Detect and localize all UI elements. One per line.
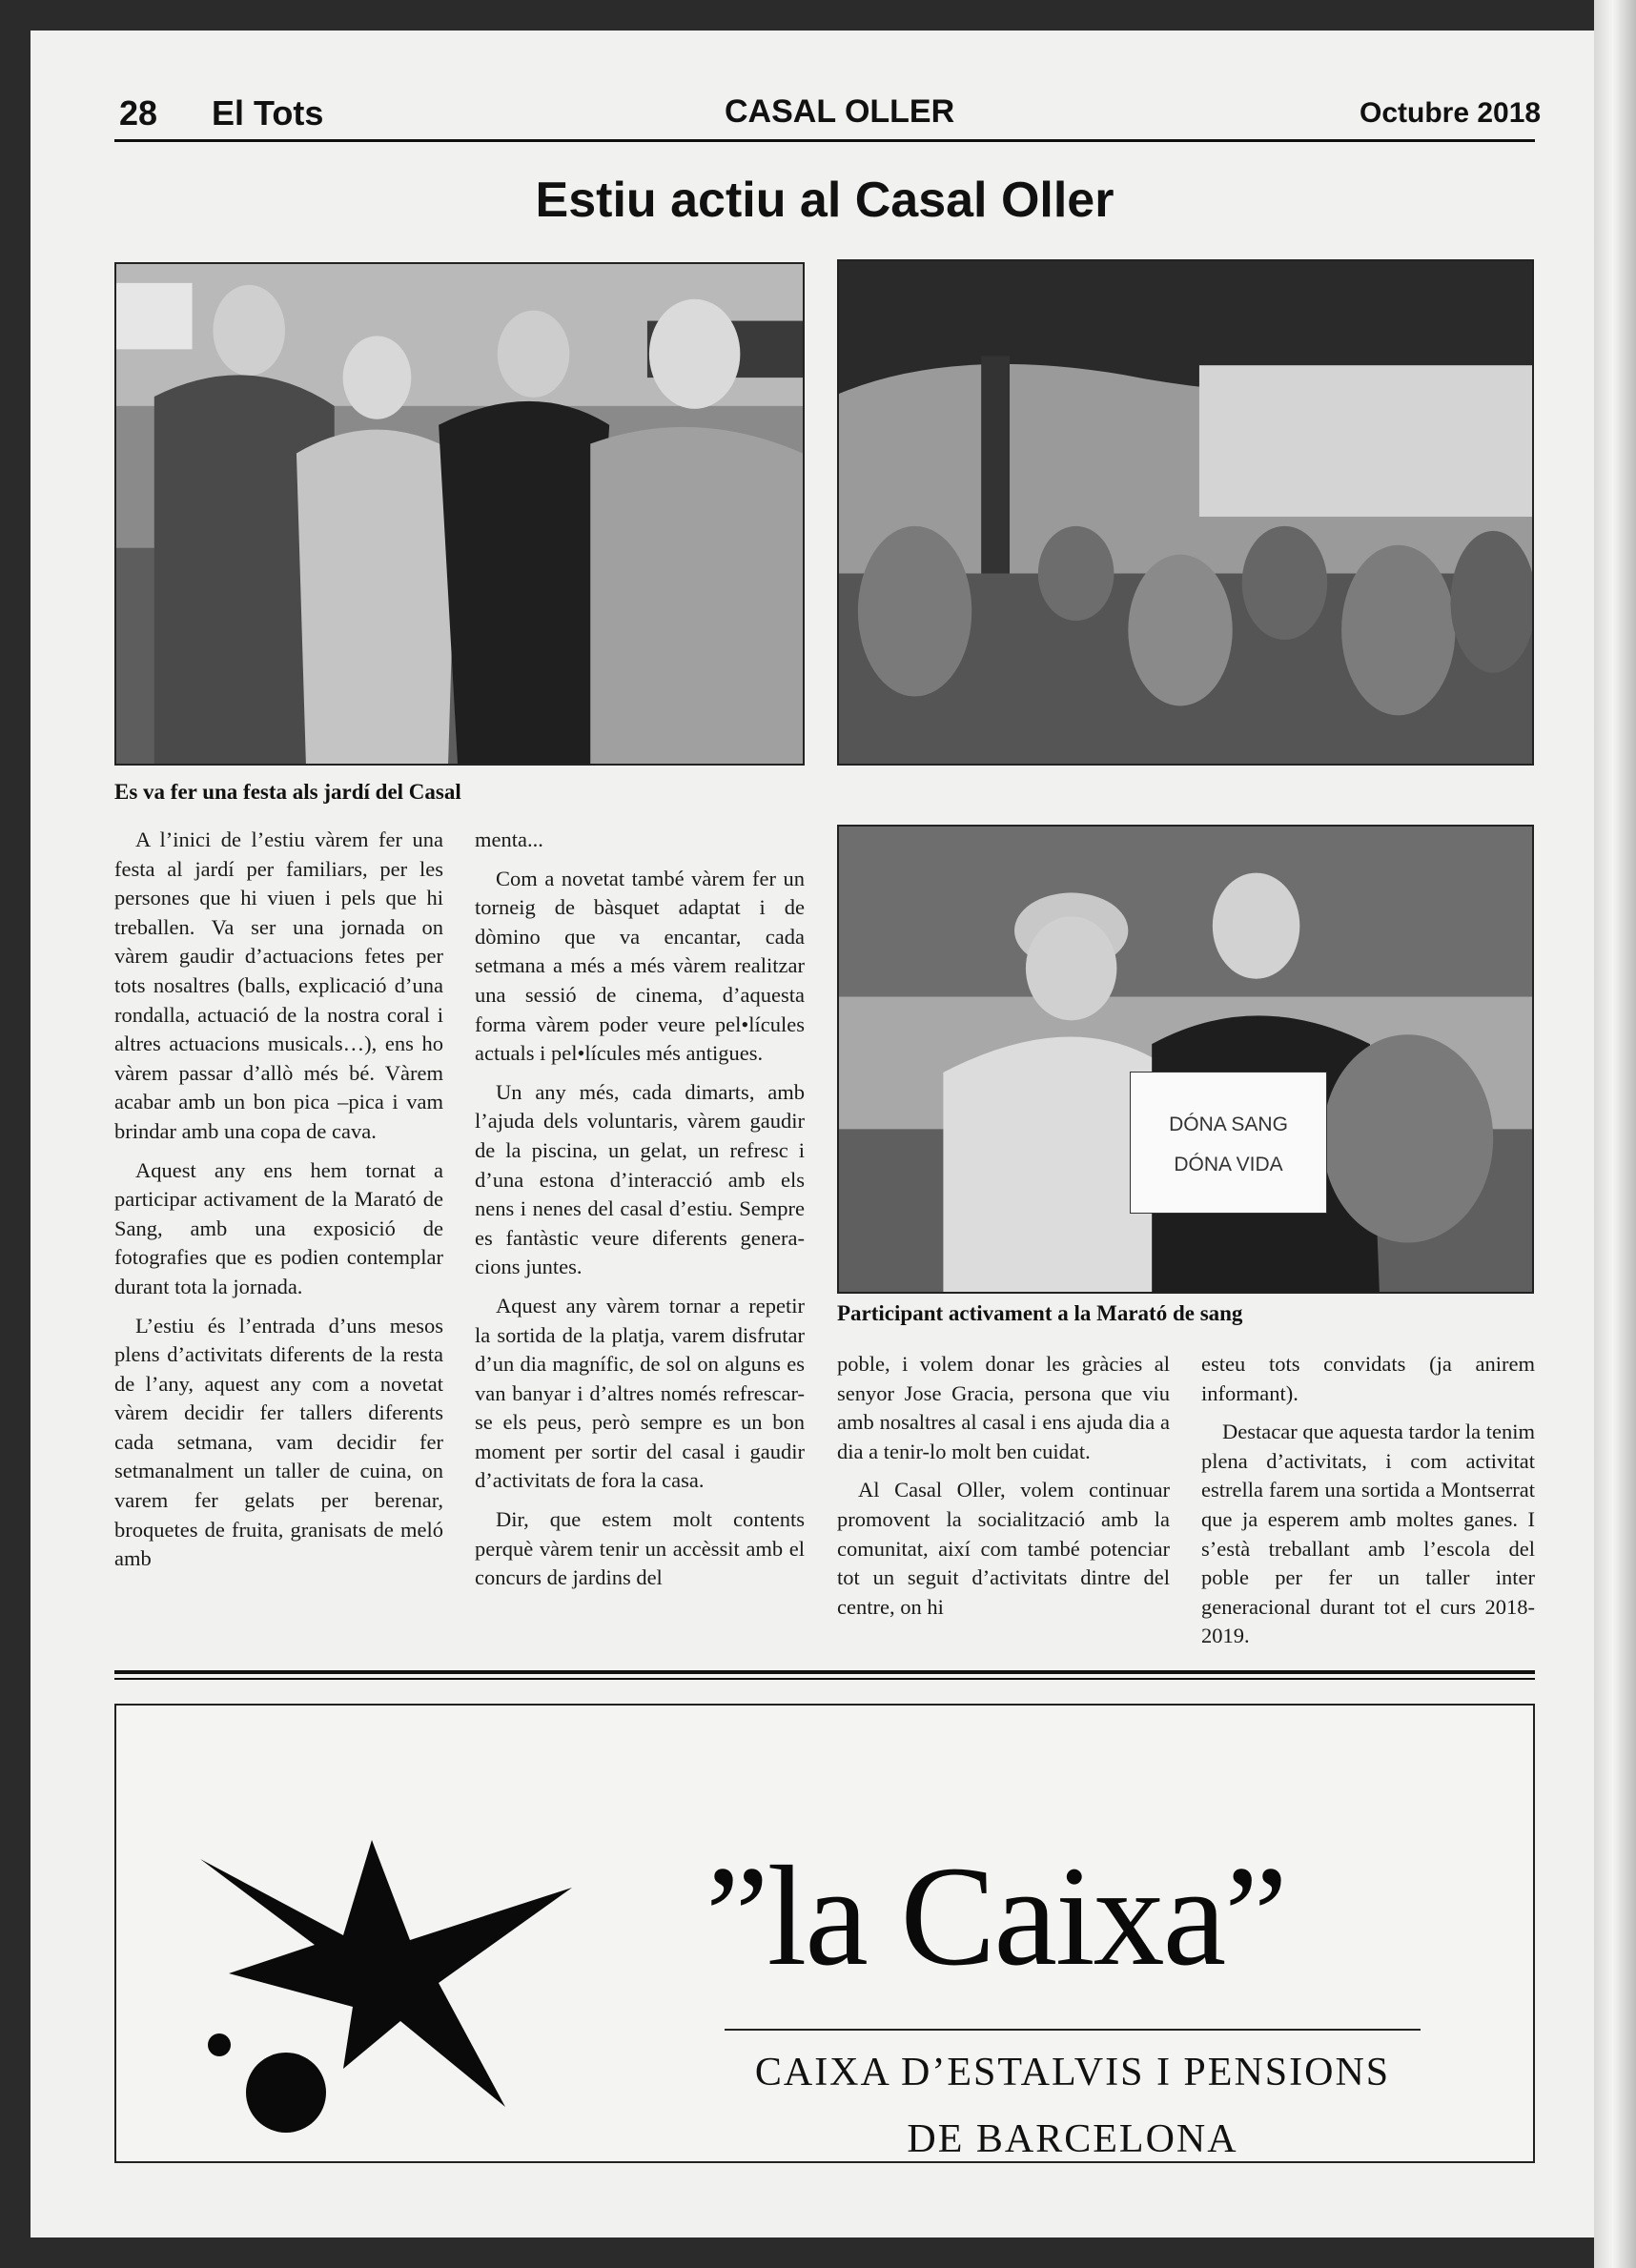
- ad-subtitle-2: DE BARCELONA: [907, 2117, 1238, 2161]
- header-rule: [114, 139, 1535, 142]
- magazine-name: El Tots: [212, 93, 324, 133]
- article-column-3: [837, 1350, 1170, 1631]
- paragraph: L’estiu és l’entrada d’uns mesos plens d’activitats diferents de la resta de l’any, aquest any com a novetat vàrem decidir fer tallers diferents cada setmana, vam decidir fer setmanalment un taller de cuina, on varem fer gelats per berenar, broquetes de fruita, granisats de meló amb: [114, 1313, 443, 1571]
- photo-caption-party: Es va fer una festa als jardí del Casal: [114, 780, 461, 804]
- paragraph: Aquest any ens hem tornat a participar activament de la Marató de Sang, amb una exposició de fotografies que es podien contemplar durant tota la jornada.: [114, 1157, 443, 1298]
- paragraph: menta...: [475, 828, 543, 851]
- paragraph: A l’inici de l’estiu vàrem fer una festa al jardí per familiars, per les persones que hi viuen i pels que hi treballen. Va ser una jornada on vàrem gaudir d’actuacions fetes per tots nosaltres (balls, explicació d’una rondalla, actuació de la nostra coral i altres actuacions musicals…), ens ho vàrem passar d’allò més bé. Vàrem acabar amb un bon pica –pica i vam brindar amb una copa de cava.: [114, 828, 443, 1143]
- donate-blood-sign: [1130, 1072, 1327, 1214]
- photo-party-group: [114, 262, 805, 766]
- article-column-4: [1201, 1350, 1535, 1661]
- sign-line-2: DÓNA VIDA: [1174, 1154, 1283, 1175]
- ad-brand-rule: [725, 2029, 1421, 2031]
- page-number: 28: [119, 93, 158, 133]
- article-column-1: [114, 826, 443, 1584]
- article-column-2: [475, 826, 805, 1603]
- paragraph: Destacar que aquesta tardor la tenim plena d’activitats, i com activitat estrella farem una sortida a Montserrat que ja esperem amb moltes ganes. I s’està treballant amb l’escola del poble per fer un taller inter generacional durant tot el curs 2018-2019.: [1201, 1420, 1535, 1648]
- article-title: Estiu actiu al Casal Oller: [535, 173, 1115, 228]
- ad-subtitle-1: CAIXA D’ESTALVIS I PENSIONS: [754, 2051, 1391, 2094]
- ad-divider-thick: [114, 1670, 1535, 1674]
- la-caixa-star-logo-icon: [191, 1830, 591, 2155]
- photo-caption-marathon: Participant activament a la Marató de sang: [837, 1301, 1243, 1325]
- paragraph: Dir, que estem molt contents perquè vàrem tenir un accèssit amb el concurs de jardins del: [475, 1507, 805, 1590]
- sign-line-1: DÓNA SANG: [1169, 1114, 1288, 1135]
- issue-date: Octubre 2018: [1360, 97, 1542, 129]
- paragraph: Aquest any vàrem tornar a repetir la sortida de la platja, varem disfrutar d’un dia magnífic, de sol on alguns es van banyar i d’altres només refrescar-se els peus, però sempre es un bon moment per sortir del casal i gaudir d’activitats de fora la casa.: [475, 1293, 805, 1493]
- paragraph: Un any més, cada dimarts, amb l’ajuda dels voluntaris, vàrem gaudir de la piscina, un gelat, un refresc i d’una estona d’interacció amb els nens i nenes del casal d’estiu. Sempre es fantàstic veure diferents generacions juntes.: [475, 1079, 805, 1279]
- section-title: CASAL OLLER: [725, 93, 955, 130]
- photo-garden-audience: [837, 259, 1534, 766]
- photo-blood-marathon: [837, 825, 1534, 1294]
- ad-brand-name: ”la Caixa”: [706, 1837, 1286, 1995]
- paragraph: poble, i volem donar les gràcies al senyor Jose Gracia, persona que viu amb nosaltres al casal i ens ajuda dia a dia a tenir-lo molt ben cuidat.: [837, 1352, 1170, 1463]
- next-page-edge: [1594, 0, 1636, 2268]
- ad-divider-thin: [114, 1678, 1535, 1680]
- paragraph: Com a novetat també vàrem fer un torneig de bàsquet adaptat i de dòmino que va encantar, cada setmana a més a més vàrem realitzar una sessió de cinema, d’aquesta forma vàrem poder veure pel•lícules actuals i pel•lícules més antigues.: [475, 866, 805, 1066]
- paragraph: Al Casal Oller, volem continuar promovent la socialització amb la comunitat, així com també potenciar tot un seguit d’activitats dintre del centre, on hi: [837, 1478, 1170, 1619]
- paragraph: esteu tots convidats (ja anirem informant).: [1201, 1352, 1535, 1405]
